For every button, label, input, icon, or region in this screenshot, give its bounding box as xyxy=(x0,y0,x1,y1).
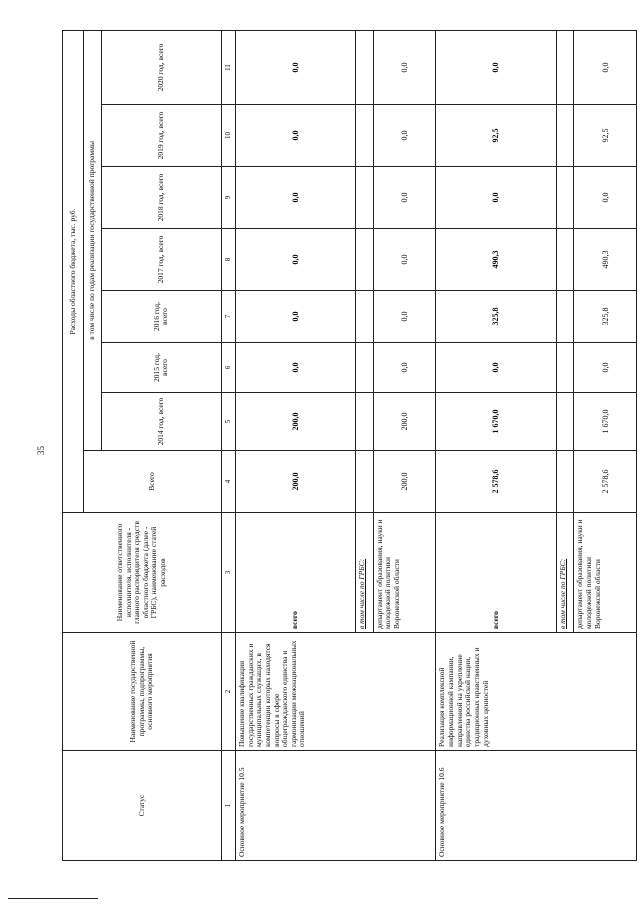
value-cell: 0,0 xyxy=(436,30,556,104)
measure-name-cell: Повышение квалификации государственных гражданских и муниципальных служащих, в компетенции которых находятся вопросы в сфере общегражданского единства и гармонизации межнациональных отношений xyxy=(236,633,436,751)
value-cell: 2 578,6 xyxy=(436,451,556,513)
value-cell: 200,0 xyxy=(236,393,356,451)
footnote-divider xyxy=(8,898,98,899)
page-number: 35 xyxy=(36,446,46,455)
col-index: 8 xyxy=(221,229,235,291)
header-expenses: Расходы областного бюджета, тыс. руб. xyxy=(63,30,84,512)
header-year: 2015 год, всего xyxy=(101,343,221,393)
value-cell: 490,3 xyxy=(574,229,637,291)
value-cell: 325,8 xyxy=(436,291,556,343)
col-index: 2 xyxy=(221,633,235,751)
value-cell: 200,0 xyxy=(373,393,436,451)
header-year: 2020 год, всего xyxy=(101,30,221,104)
value-cell: 0,0 xyxy=(236,30,356,104)
value-cell: 0,0 xyxy=(236,291,356,343)
value-cell: 0,0 xyxy=(574,30,637,104)
header-executor: Наименование ответственного исполнителя, исполнителя - главного распорядителя средств областного бюджета (далее - ГРБС), наименование статей расходов xyxy=(63,513,222,633)
value-cell: 1 670,0 xyxy=(436,393,556,451)
header-status: Статус xyxy=(63,751,222,861)
grbs-label: в том числе по ГРБС: xyxy=(356,513,374,633)
department-cell: департамент образования, науки и молодежной политики Воронежской области xyxy=(373,513,436,633)
col-index: 7 xyxy=(221,291,235,343)
col-index: 5 xyxy=(221,393,235,451)
table-row xyxy=(436,30,556,860)
grbs-label: в том числе по ГРБС: xyxy=(556,513,574,633)
value-cell: 0,0 xyxy=(236,167,356,229)
department-cell: департамент образования, науки и молодежной политики Воронежской области xyxy=(574,513,637,633)
total-label: всего xyxy=(436,513,556,633)
col-index: 11 xyxy=(221,30,235,104)
col-index: 1 xyxy=(221,751,235,861)
value-cell: 2 578,6 xyxy=(574,451,637,513)
measure-name-cell: Реализация комплексной информационной кампании, направленной на укрепление единства российской нации, традиционных нравственных и духовных ценностей xyxy=(436,633,637,751)
value-cell: 200,0 xyxy=(236,451,356,513)
value-cell: 325,8 xyxy=(574,291,637,343)
value-cell: 0,0 xyxy=(236,229,356,291)
header-total: Всего xyxy=(83,451,221,513)
value-cell: 0,0 xyxy=(436,167,556,229)
header-name: Наименование государственной программы, подпрограммы, основного мероприятия xyxy=(63,633,222,751)
value-cell: 0,0 xyxy=(373,291,436,343)
header-year: 2018 год, всего xyxy=(101,167,221,229)
value-cell: 0,0 xyxy=(236,343,356,393)
value-cell: 0,0 xyxy=(574,343,637,393)
header-year: 2014 год, всего xyxy=(101,393,221,451)
value-cell: 0,0 xyxy=(373,167,436,229)
col-index: 6 xyxy=(221,343,235,393)
value-cell: 92,5 xyxy=(436,105,556,167)
value-cell: 490,3 xyxy=(436,229,556,291)
value-cell: 0,0 xyxy=(373,105,436,167)
col-index: 4 xyxy=(221,451,235,513)
col-index: 9 xyxy=(221,167,235,229)
status-cell: Основное мероприятие 10.6 xyxy=(436,751,637,861)
value-cell: 0,0 xyxy=(436,343,556,393)
col-index: 3 xyxy=(221,513,235,633)
value-cell: 92,5 xyxy=(574,105,637,167)
header-year: 2016 год, всего xyxy=(101,291,221,343)
table-row xyxy=(236,30,356,860)
header-year: 2019 год, всего xyxy=(101,105,221,167)
budget-table-sheet xyxy=(62,31,637,861)
total-label: всего xyxy=(236,513,356,633)
value-cell: 0,0 xyxy=(236,105,356,167)
value-cell: 200,0 xyxy=(373,451,436,513)
header-year: 2017 год, всего xyxy=(101,229,221,291)
col-index: 10 xyxy=(221,105,235,167)
value-cell: 1 670,0 xyxy=(574,393,637,451)
header-expenses-sub: в том числе по годам реализации государственной программы xyxy=(83,30,101,450)
budget-table xyxy=(62,30,637,861)
value-cell: 0,0 xyxy=(373,343,436,393)
column-index-row xyxy=(221,30,235,860)
value-cell: 0,0 xyxy=(373,30,436,104)
value-cell: 0,0 xyxy=(373,229,436,291)
status-cell: Основное мероприятие 10.5 xyxy=(236,751,436,861)
value-cell: 0,0 xyxy=(574,167,637,229)
